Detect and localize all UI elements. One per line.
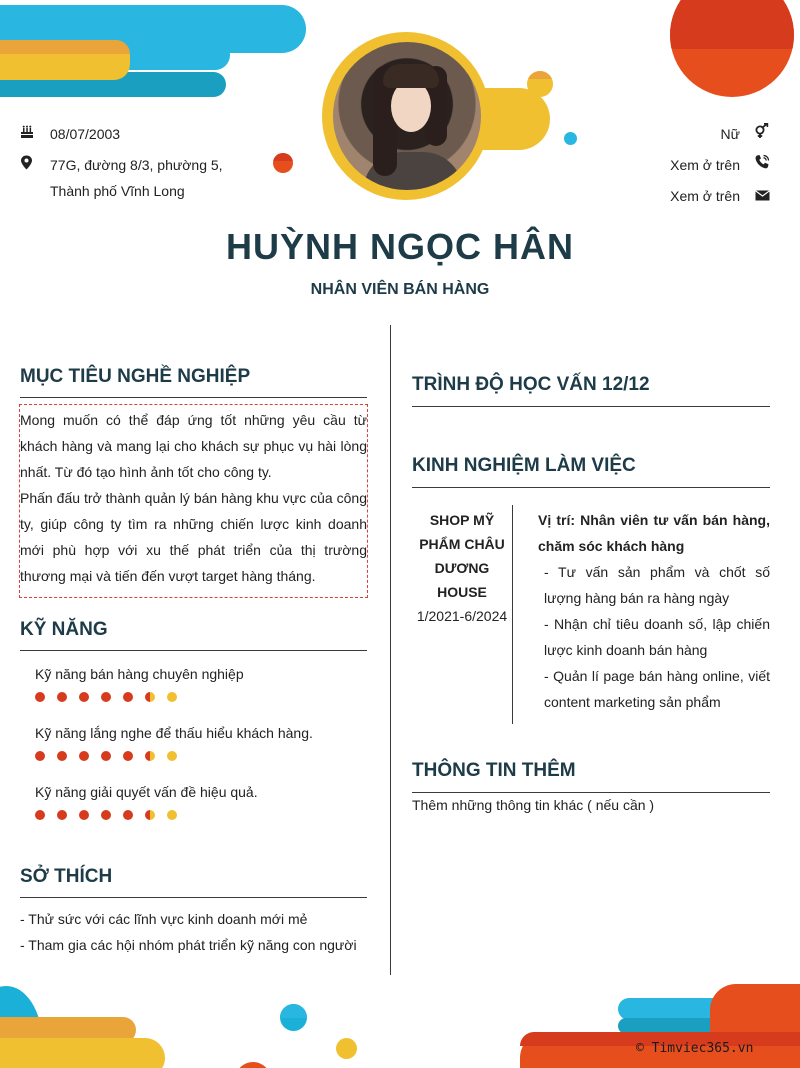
- skill-rating: [35, 692, 177, 702]
- skill-rating-dot: [101, 692, 111, 702]
- email-text[interactable]: Xem ở trên: [670, 187, 740, 204]
- email-row: [600, 180, 770, 211]
- job-task: - Tư vấn sản phẩm và chốt số lượng hàng bán ra hàng ngày: [544, 564, 770, 606]
- skill-rating: [35, 751, 177, 761]
- skills-title: KỸ NĂNG: [20, 619, 108, 640]
- skill-label: Kỹ năng giải quyết vấn đề hiệu quả.: [35, 784, 258, 800]
- objective-paragraph: Phấn đấu trở thành quản lý bán hàng khu vực của công ty, giúp công ty tìm ra những chiến lược kinh doanh mới phù hợp với xu thế phát triển của thị trường thương mại và tiến đến vượt target hàng tháng.: [20, 490, 367, 584]
- job-task: - Quản lí page bán hàng online, viết content marketing sản phẩm: [544, 668, 770, 710]
- decor-dot-yellow: [527, 71, 553, 97]
- job-position: Vị trí: Nhân viên tư vấn bán hàng, chăm sóc khách hàng: [538, 512, 770, 554]
- column-divider: [390, 325, 391, 975]
- skill-rating-dot: [57, 751, 67, 761]
- objective-underline: [20, 397, 367, 398]
- gender-row: [600, 118, 770, 149]
- skill-rating-dot: [79, 751, 89, 761]
- skill-rating-dot: [79, 810, 89, 820]
- email-icon: [740, 183, 770, 209]
- decor-dot-yellow: [336, 1038, 357, 1059]
- more-info-title: THÔNG TIN THÊM: [412, 760, 576, 781]
- skill-rating-dot: [35, 810, 45, 820]
- skill-rating-dot: [145, 810, 155, 820]
- address-text: 77G, đường 8/3, phường 5, Thành phố Vĩnh Long: [50, 157, 223, 199]
- contact-left: [20, 121, 265, 204]
- skill-label: Kỹ năng bán hàng chuyên nghiệp: [35, 666, 244, 682]
- education-underline: [412, 406, 770, 407]
- objective-text[interactable]: [19, 404, 368, 598]
- cake-icon: [20, 121, 50, 147]
- hobbies-title: SỞ THÍCH: [20, 866, 113, 887]
- work-period: 1/2021-6/2024: [416, 608, 508, 624]
- candidate-role: NHÂN VIÊN BÁN HÀNG: [310, 281, 490, 298]
- skill-rating-dot: [145, 751, 155, 761]
- skill-rating-dot: [57, 692, 67, 702]
- skill-rating-dot: [123, 692, 133, 702]
- objective-paragraph: Mong muốn có thể đáp ứng tốt những yêu cầu từ khách hàng và mang lại cho khách sự phục vụ hài lòng nhất. Từ đó tạo hình ảnh tốt cho công ty.: [20, 412, 367, 480]
- decor-dot-red: [273, 153, 293, 173]
- hobby-item: - Tham gia các hội nhóm phát triển kỹ năng con người: [20, 937, 357, 953]
- skill-rating-dot: [123, 810, 133, 820]
- birthday-text: 08/07/2003: [50, 126, 121, 142]
- decor-circle-orange: [670, 0, 794, 97]
- experience-title: KINH NGHIỆM LÀM VIỆC: [412, 455, 636, 476]
- skill-rating-dot: [35, 751, 45, 761]
- decor-dot-red: [235, 1062, 271, 1068]
- skill-rating-dot: [35, 692, 45, 702]
- birthday-row: [20, 121, 265, 147]
- skills-underline: [20, 650, 367, 651]
- decor-dot-blue: [280, 1004, 307, 1031]
- skill-rating-dot: [101, 751, 111, 761]
- hobby-item: - Thử sức với các lĩnh vực kinh doanh mới mẻ: [20, 911, 308, 927]
- skill-rating-dot: [123, 751, 133, 761]
- decor-cloud-yellow: [0, 1038, 165, 1068]
- objective-title: MỤC TIÊU NGHỀ NGHIỆP: [20, 366, 251, 387]
- experience-underline: [412, 487, 770, 488]
- decor-dot-blue: [564, 132, 577, 145]
- experience-divider: [512, 505, 513, 724]
- profile-photo: [333, 42, 481, 190]
- watermark: © Timviec365.vn: [636, 1041, 754, 1056]
- candidate-name: HUỲNH NGỌC HÂN: [225, 226, 574, 267]
- skill-rating: [35, 810, 177, 820]
- skill-rating-dot: [145, 692, 155, 702]
- skill-rating-dot: [167, 810, 177, 820]
- education-title: TRÌNH ĐỘ HỌC VẤN 12/12: [412, 374, 650, 395]
- experience-detail: [538, 507, 770, 715]
- skill-rating-dot: [101, 810, 111, 820]
- experience-company-block: [412, 508, 512, 628]
- contact-right: [600, 118, 770, 211]
- more-info-text: Thêm những thông tin khác ( nếu cần ): [412, 797, 655, 813]
- hobbies-underline: [20, 897, 367, 898]
- skill-rating-dot: [167, 751, 177, 761]
- skill-rating-dot: [57, 810, 67, 820]
- phone-row: [600, 149, 770, 180]
- phone-text[interactable]: Xem ở trên: [670, 156, 740, 173]
- gender-text: Nữ: [720, 125, 740, 142]
- address-row: [20, 152, 265, 204]
- skill-rating-dot: [167, 692, 177, 702]
- more-info-underline: [412, 792, 770, 793]
- gender-icon: [740, 121, 770, 147]
- skill-label: Kỹ năng lắng nghe để thấu hiểu khách hàng.: [35, 725, 313, 741]
- skill-rating-dot: [79, 692, 89, 702]
- phone-icon: [740, 152, 770, 178]
- company-name: SHOP MỸ PHẨM CHÂU DƯƠNG HOUSE: [419, 512, 505, 600]
- location-icon: [20, 152, 50, 178]
- job-task: - Nhận chỉ tiêu doanh số, lập chiến lược kinh doanh bán hàng: [544, 616, 770, 658]
- decor-cloud-orange: [0, 40, 130, 54]
